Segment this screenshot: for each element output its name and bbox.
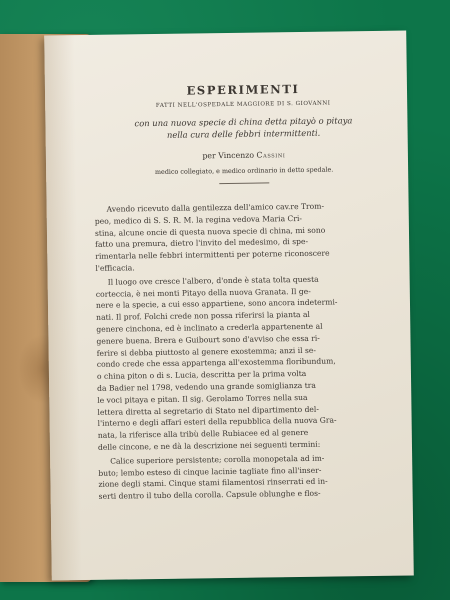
text-line: serti dentro il tubo della corolla. Capsule oblunghe e flos- xyxy=(98,488,321,501)
text-line: Calice superiore persistente; corolla monopetala ad im- xyxy=(110,453,325,466)
text-line: delle cincone, e ne dà la descrizione nei seguenti termini: xyxy=(97,439,321,452)
intro-line: con una nuova specie di china detta pitayò o pitaya xyxy=(134,115,353,129)
document-subheading: FATTI NELL'OSPEDALE MAGGIORE DI S. GIOVANNI xyxy=(155,100,331,110)
text-line: stina, alcune oncie di questa nuova specie di china, mi sono xyxy=(94,225,326,238)
text-line: genere buena. Brera e Guibourt sono d'avviso che essa ri- xyxy=(96,333,320,346)
text-line: zione degli stami. Cinque stami filamentosi rinserrati ed in- xyxy=(98,476,328,490)
text-line: buto; lembo esteso di cinque lacinie tagliate fino all'inser- xyxy=(98,465,322,478)
body-text xyxy=(95,200,399,503)
text-line: ferire si debba piuttosto al genere exostemma; anzi il se- xyxy=(96,345,316,358)
page-content xyxy=(93,81,399,505)
text-line: fatto una premura, dietro l'invito del medesimo, di spe- xyxy=(95,237,309,250)
text-line: lettera diretta al segretario di Stato nel dipartimento del- xyxy=(97,404,319,417)
divider xyxy=(219,182,269,184)
author-name: Cassini xyxy=(256,150,286,160)
document-page xyxy=(44,30,414,580)
text-line: peo, medico di S. S. R. M. la regina vedova Maria Cri- xyxy=(94,213,303,226)
text-line: corteccia, è nei monti Pitayo della nuova Granata. Il ge- xyxy=(95,286,311,299)
text-line: nati. Il prof. Folchi crede non possa riferirsi la pianta al xyxy=(96,310,310,323)
text-line: le voci pitaya e pitan. Il sig. Gerolamo Torres nella sua xyxy=(97,392,308,405)
text-line: rimentarla nelle febbri intermittenti per poterne riconoscere xyxy=(95,248,330,262)
text-line: nere e la specie, a cui esso appartiene, sono ancora indetermi- xyxy=(95,297,338,311)
document-title: ESPERIMENTI xyxy=(186,81,300,98)
text-line: genere cinchona, ed è inclinato a crederla appartenente al xyxy=(96,321,323,334)
author-role: medico collegiato, e medico ordinario in detto spedale. xyxy=(154,165,334,177)
text-line: Avendo ricevuto dalla gentilezza dell'amico cav.re Trom- xyxy=(106,201,325,214)
body-paragraph xyxy=(95,200,396,275)
author-prefix: per Vincenzo xyxy=(202,150,255,161)
text-line: da Badier nel 1798, vedendo una grande somiglianza tra xyxy=(97,380,316,393)
intro-line: nella cura delle febbri intermittenti. xyxy=(166,127,321,140)
author-line xyxy=(94,149,394,162)
text-line: l'efficacia. xyxy=(95,263,135,273)
body-paragraph xyxy=(96,272,398,453)
text-line: Il luogo ove cresce l'albero, d'onde è stata tolta questa xyxy=(107,274,319,287)
text-line: condo crede che essa appartenga all'exostemma floribundum, xyxy=(96,356,336,370)
text-line: nata, la riferisce alla tribù delle Rubiacee ed al genere xyxy=(97,428,309,440)
text-line: o china piton o di s. Lucia, descritta per la prima volta xyxy=(96,369,307,382)
body-paragraph xyxy=(98,451,399,502)
document-intro xyxy=(93,115,393,142)
text-line: l'interno e degli affari esteri della repubblica della nuova Gra- xyxy=(97,415,337,429)
